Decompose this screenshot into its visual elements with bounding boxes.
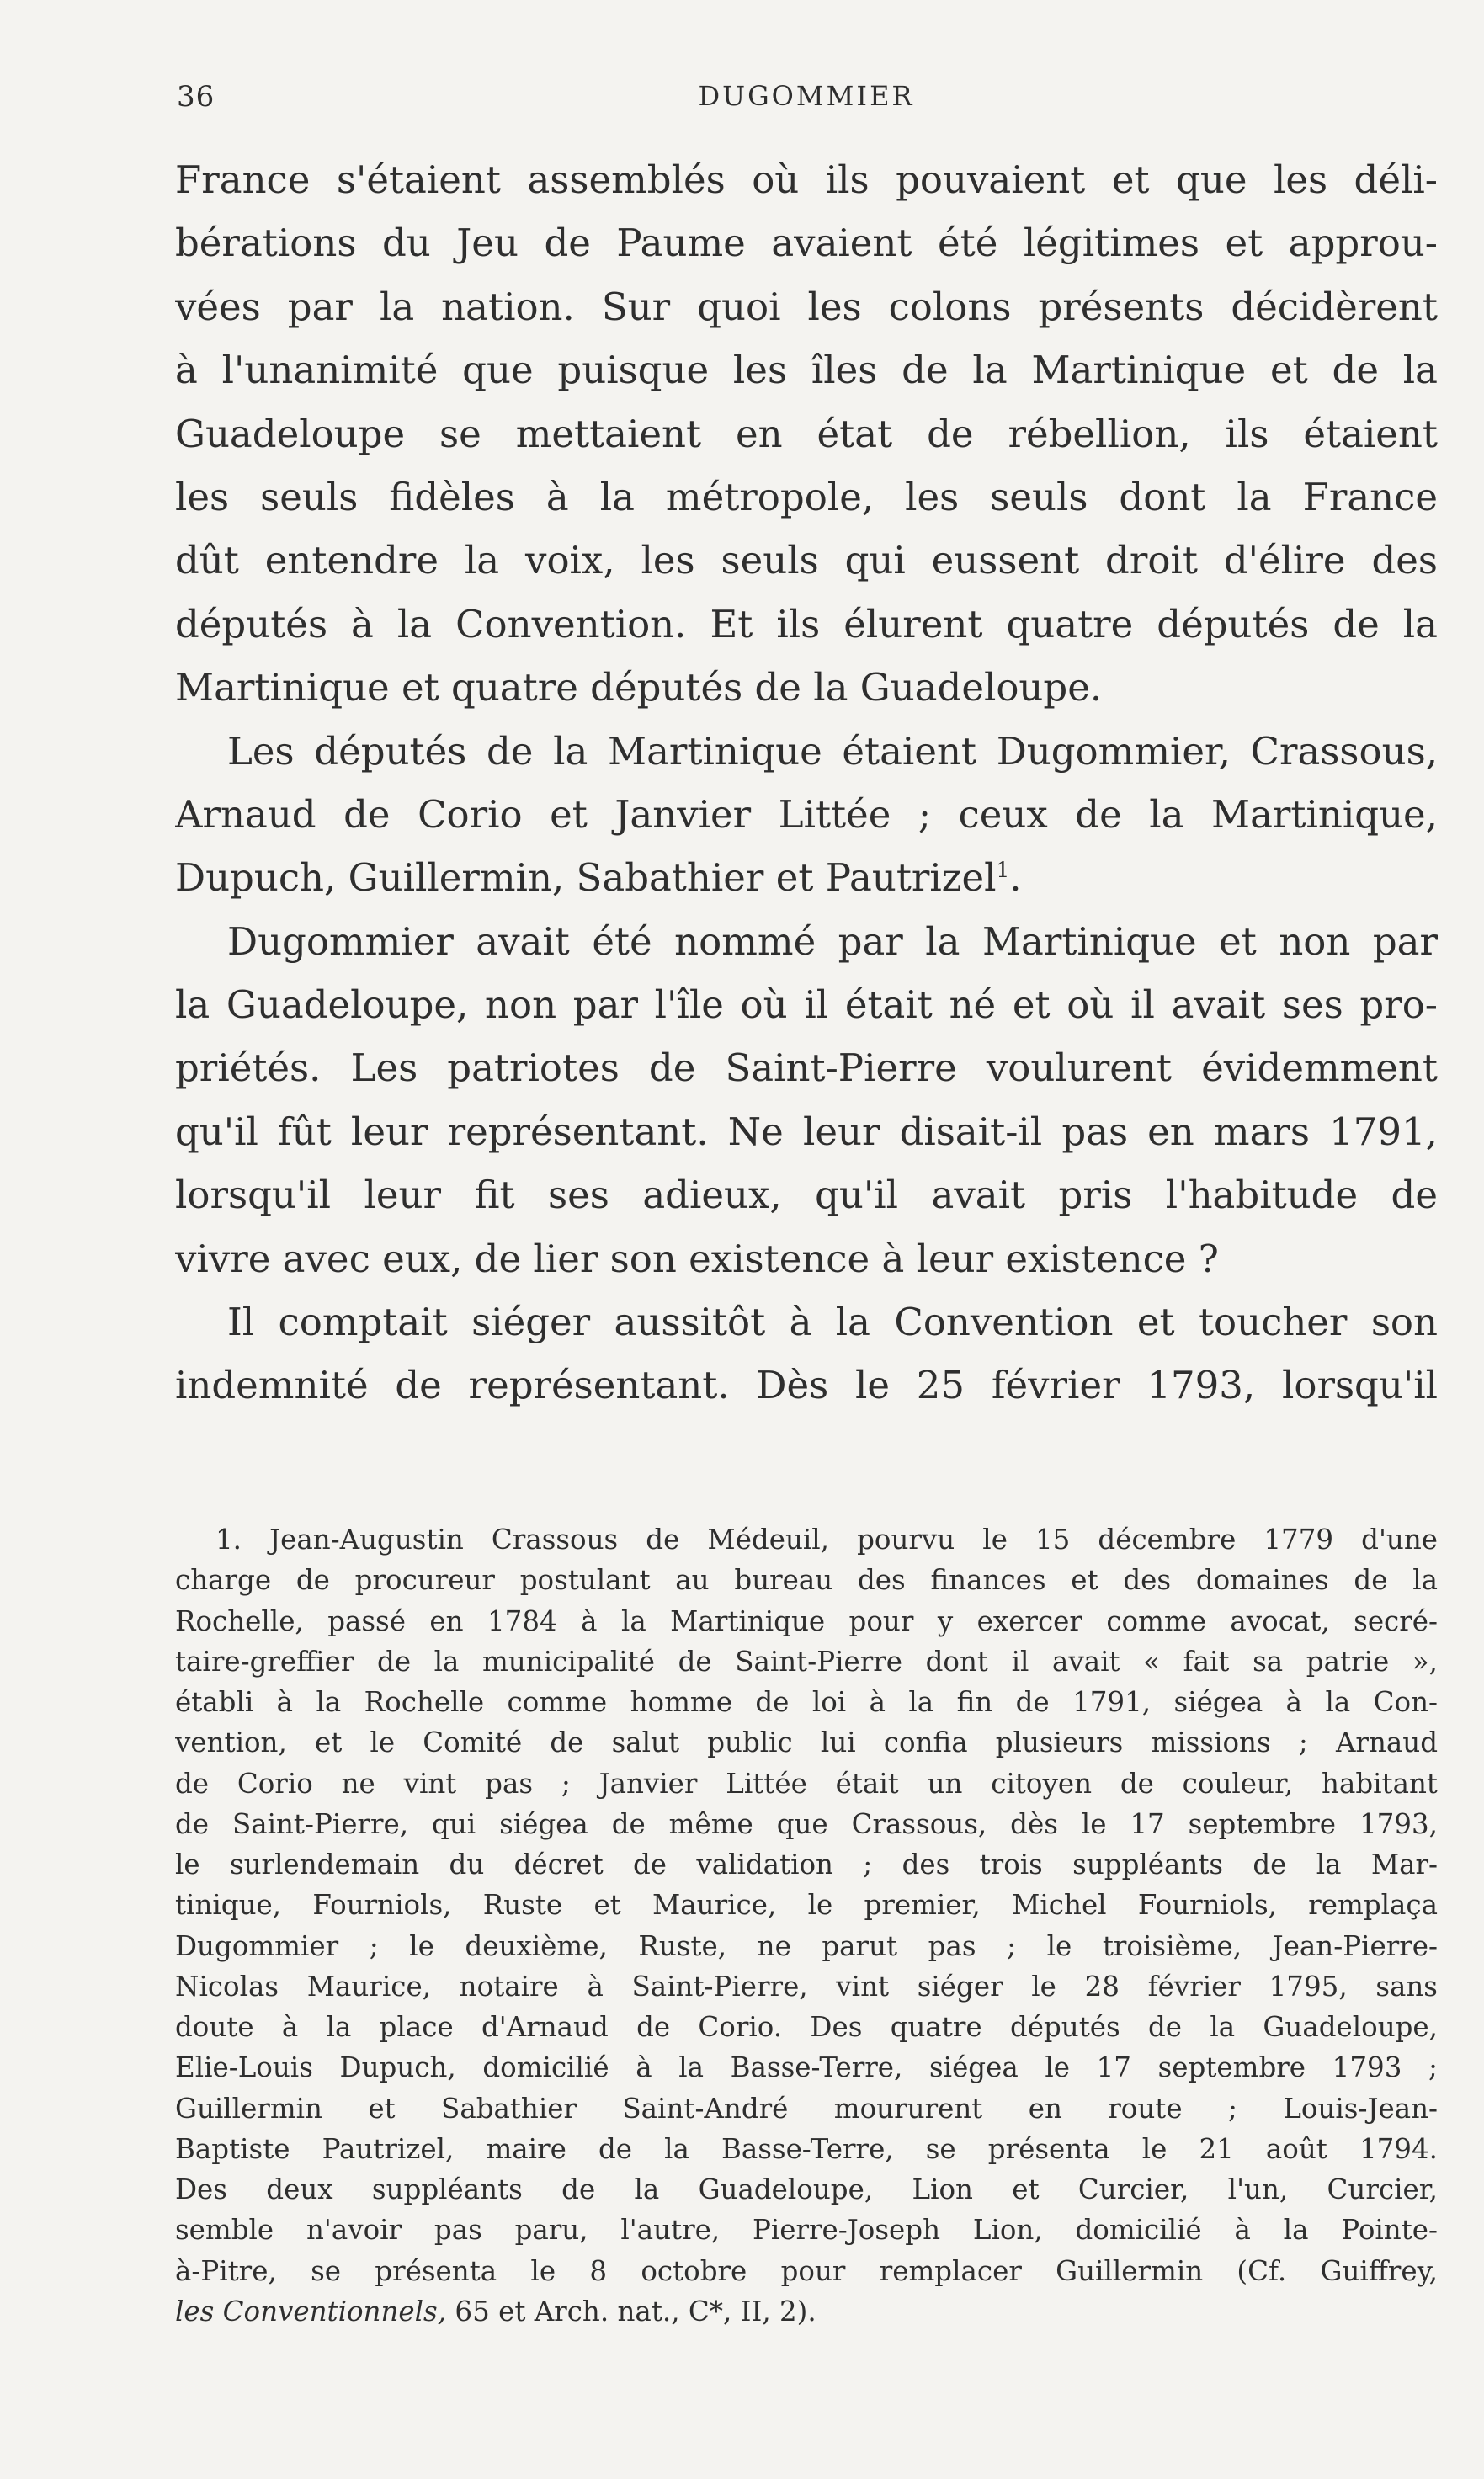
body-line: vées par la nation. Sur quoi les colons présents décidèrent: [175, 284, 1438, 329]
body-line: Arnaud de Corio et Janvier Littée ; ceux de la Martinique,: [175, 791, 1438, 837]
citation-rest: 65 et Arch. nat., C*, II, 2).: [446, 2295, 816, 2327]
body-line: Dugommier avait été nommé par la Martinique et non par: [227, 918, 1438, 964]
body-line: à l'unanimité que puisque les îles de la Martinique et de la: [175, 348, 1438, 393]
body-line: Les députés de la Martinique étaient Dugommier, Crassous,: [227, 728, 1438, 774]
footnote-line: charge de procureur postulant au bureau des finances et des domaines de la: [175, 1564, 1438, 1597]
footnote-line: taire-greffier de la municipalité de Saint-Pierre dont il avait « fait sa patrie »,: [175, 1645, 1438, 1678]
footnote-ref-suffix: .: [1009, 855, 1022, 901]
footnote-line: de Saint-Pierre, qui siégea de même que Crassous, dès le 17 septembre 1793,: [175, 1807, 1438, 1840]
body-line: lorsqu'il leur fit ses adieux, qu'il avait pris l'habitude de: [175, 1173, 1438, 1218]
footnote-line: le surlendemain du décret de validation ; des trois suppléants de la Mar-: [175, 1849, 1438, 1881]
footnote-line: Elie-Louis Dupuch, domicilié à la Basse-Terre, siégea le 17 septembre 1793 ;: [175, 2051, 1438, 2084]
footnote-line: Rochelle, passé en 1784 à la Martinique pour y exercer comme avocat, secré-: [175, 1604, 1438, 1637]
footnote-line: Dugommier ; le deuxième, Ruste, ne parut pas ; le troisième, Jean-Pierre-: [175, 1929, 1438, 1962]
body-line: indemnité de représentant. Dès le 25 février 1793, lorsqu'il: [175, 1363, 1438, 1408]
body-line: vivre avec eux, de lier son existence à leur existence ?: [175, 1236, 1219, 1281]
body-line: les seuls fidèles à la métropole, les seuls dont la France: [175, 474, 1438, 519]
footnote-line: Baptiste Pautrizel, maire de la Basse-Terre, se présenta le 21 août 1794.: [175, 2132, 1438, 2165]
footnote-line: doute à la place d'Arnaud de Corio. Des quatre députés de la Guadeloupe,: [175, 2011, 1438, 2043]
body-line: [175, 846, 1438, 909]
footnote-line: Nicolas Maurice, notaire à Saint-Pierre, vint siéger le 28 février 1795, sans: [175, 1970, 1438, 2003]
body-line: Martinique et quatre députés de la Guadeloupe.: [175, 665, 1103, 710]
running-title: DUGOMMIER: [698, 80, 915, 112]
page-header: [175, 80, 1438, 122]
footnote-line: Guillermin et Sabathier Saint-André moururent en route ; Louis-Jean-: [175, 2092, 1438, 2125]
footnote-line: [175, 2291, 1438, 2332]
body-text: [175, 148, 1438, 1418]
body-line: la Guadeloupe, non par l'île où il était né et où il avait ses pro-: [175, 982, 1438, 1028]
body-line: bérations du Jeu de Paume avaient été légitimes et approu-: [175, 221, 1438, 266]
body-line: Il comptait siéger aussitôt à la Convention et toucher son: [227, 1300, 1438, 1345]
body-line: priétés. Les patriotes de Saint-Pierre voulurent évidemment: [175, 1045, 1438, 1091]
citation-title: les Conventionnels,: [175, 2295, 447, 2327]
footnote-line: à-Pitre, se présenta le 8 octobre pour remplacer Guillermin (Cf. Guiffrey,: [175, 2254, 1438, 2287]
footnote-line: semble n'avoir pas paru, l'autre, Pierre-Joseph Lion, domicilié à la Pointe-: [175, 2214, 1438, 2247]
body-line: Guadeloupe se mettaient en état de rébellion, ils étaient: [175, 411, 1438, 456]
book-page: [175, 0, 1438, 2479]
footnote-line: 1. Jean-Augustin Crassous de Médeuil, pourvu le 15 décembre 1779 d'une: [215, 1524, 1438, 1556]
footnote-line: Des deux suppléants de la Guadeloupe, Lion et Curcier, l'un, Curcier,: [175, 2173, 1438, 2205]
page-number: 36: [177, 80, 215, 114]
body-line-text: Dupuch, Guillermin, Sabathier et Pautrizel: [175, 855, 997, 901]
body-line: France s'étaient assemblés où ils pouvaient et que les déli-: [175, 157, 1438, 202]
body-line: dût entendre la voix, les seuls qui eussent droit d'élire des: [175, 538, 1438, 583]
footnotes: [175, 1519, 1438, 2332]
footnote-line: établi à la Rochelle comme homme de loi à la fin de 1791, siégea à la Con-: [175, 1686, 1438, 1718]
body-line: députés à la Convention. Et ils élurent quatre députés de la: [175, 601, 1438, 646]
footnote-line: de Corio ne vint pas ; Janvier Littée était un citoyen de couleur, habitant: [175, 1767, 1438, 1800]
footnote-reference: 1: [996, 858, 1010, 883]
footnote-line: tinique, Fourniols, Ruste et Maurice, le premier, Michel Fourniols, remplaça: [175, 1889, 1438, 1922]
footnote-line: vention, et le Comité de salut public lui confia plusieurs missions ; Arnaud: [175, 1726, 1438, 1759]
body-line: qu'il fût leur représentant. Ne leur disait-il pas en mars 1791,: [175, 1109, 1438, 1154]
